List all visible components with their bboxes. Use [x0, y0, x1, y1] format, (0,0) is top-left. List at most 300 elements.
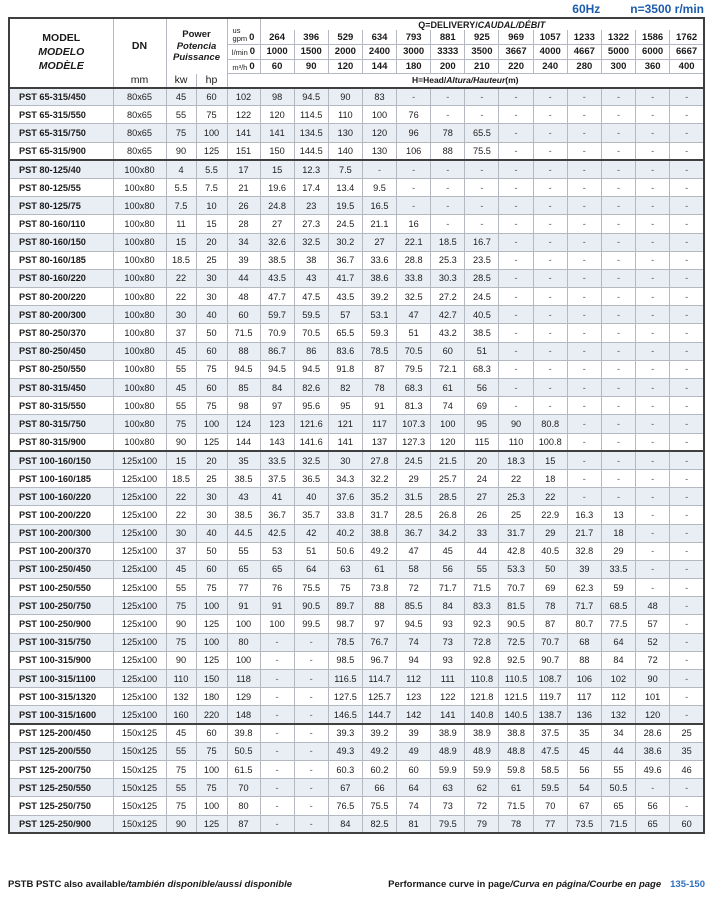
head-value-cell: 59 [601, 579, 635, 597]
head-value-cell: 138.7 [533, 706, 567, 724]
head-value-cell: 54 [567, 779, 601, 797]
head-value-cell: 30.3 [431, 269, 465, 287]
head-value-cell: - [636, 233, 670, 251]
lmin-value: 1500 [294, 45, 328, 60]
head-value-cell: 38.8 [499, 724, 533, 742]
head-value-cell: - [601, 215, 635, 233]
head-value-cell: 124 [227, 415, 260, 433]
kw-cell: 160 [166, 706, 196, 724]
head-value-cell: - [670, 197, 704, 215]
head-value-cell: 43 [294, 269, 328, 287]
hp-cell: 100 [196, 797, 227, 815]
head-value-cell: 130 [328, 124, 362, 142]
head-value-cell: 45 [567, 742, 601, 760]
head-value-cell: 32.5 [397, 288, 431, 306]
rotation-speed-label: n=3500 r/min [630, 2, 704, 16]
head-value-cell: - [601, 124, 635, 142]
head-value-cell: - [397, 197, 431, 215]
hp-cell: 100 [196, 124, 227, 142]
head-value-cell: - [499, 251, 533, 269]
head-value-cell: - [567, 415, 601, 433]
head-value-cell: 15 [260, 160, 294, 178]
head-value-cell: 35 [670, 742, 704, 760]
head-value-cell: 112 [397, 670, 431, 688]
head-value-cell: 18 [533, 469, 567, 487]
head-value-cell: 87 [362, 360, 396, 378]
kw-cell: 75 [166, 597, 196, 615]
head-value-cell: 143 [260, 433, 294, 451]
head-value-cell: 36.5 [294, 469, 328, 487]
head-value-cell: - [499, 160, 533, 178]
head-value-cell: 83 [362, 88, 396, 106]
head-value-cell: 22 [533, 488, 567, 506]
head-value-cell: 76.7 [362, 633, 396, 651]
head-value-cell: 36.7 [397, 524, 431, 542]
head-value-cell: 42.5 [260, 524, 294, 542]
head-value-cell: - [670, 615, 704, 633]
head-value-cell: 60 [670, 815, 704, 833]
head-value-cell: - [601, 160, 635, 178]
head-value-cell: 13 [601, 506, 635, 524]
head-value-cell: 50 [533, 560, 567, 578]
head-value-cell: 38.6 [636, 742, 670, 760]
head-value-cell: 31.7 [362, 506, 396, 524]
head-value-cell: 71.5 [227, 324, 260, 342]
head-value-cell: 71.7 [431, 579, 465, 597]
head-value-cell: 71.5 [499, 797, 533, 815]
head-value-cell: 24 [465, 469, 499, 487]
head-value-cell: - [601, 415, 635, 433]
lmin-unit-cell [227, 45, 260, 60]
head-value-cell: 61 [431, 379, 465, 397]
dn-cell: 100x80 [113, 251, 166, 269]
head-value-cell: 74 [397, 797, 431, 815]
kw-cell: 132 [166, 688, 196, 706]
head-value-cell: 76 [260, 579, 294, 597]
head-value-cell: 29 [533, 524, 567, 542]
head-value-cell: - [670, 469, 704, 487]
gpm-label: gpm [232, 34, 248, 44]
power-label-en: Power [182, 29, 211, 41]
head-value-cell: 25 [499, 506, 533, 524]
head-value-cell: 57 [328, 306, 362, 324]
head-value-cell: 70.5 [294, 324, 328, 342]
hp-cell: 60 [196, 342, 227, 360]
dn-cell: 125x100 [113, 651, 166, 669]
head-value-cell: - [499, 324, 533, 342]
head-value-cell: 150 [260, 142, 294, 160]
hp-cell: 25 [196, 251, 227, 269]
gpm-value: 1586 [636, 30, 670, 45]
table-row [9, 215, 704, 233]
head-value-cell: 118 [227, 670, 260, 688]
head-value-cell: 84 [431, 597, 465, 615]
m3h-value: 240 [533, 59, 567, 74]
hp-cell: 75 [196, 360, 227, 378]
head-value-cell: 106 [567, 670, 601, 688]
head-value-cell: 28.5 [465, 269, 499, 287]
head-value-cell: 61 [499, 779, 533, 797]
table-row [9, 560, 704, 578]
head-value-cell: 115 [465, 433, 499, 451]
hp-cell: 10 [196, 197, 227, 215]
head-value-cell: 23 [294, 197, 328, 215]
head-value-cell: 75 [328, 579, 362, 597]
dn-cell: 125x100 [113, 542, 166, 560]
head-value-cell: 79.5 [431, 815, 465, 833]
head-value-cell: 36.7 [260, 506, 294, 524]
table-row [9, 706, 704, 724]
kw-cell: 55 [166, 360, 196, 378]
head-value-cell: 95.6 [294, 397, 328, 415]
head-value-cell: 92.5 [499, 651, 533, 669]
model-cell: PST 100-315/900 [9, 651, 113, 669]
kw-cell: 37 [166, 324, 196, 342]
head-value-cell: 120 [636, 706, 670, 724]
head-value-cell: 110.8 [465, 670, 499, 688]
head-value-cell: - [636, 324, 670, 342]
head-value-cell: - [670, 670, 704, 688]
head-value-cell: 43.2 [431, 324, 465, 342]
head-value-cell: 21.7 [567, 524, 601, 542]
model-label-fr: MODÈLE [38, 59, 84, 72]
head-value-cell: 120 [362, 124, 396, 142]
head-value-cell: 141 [260, 124, 294, 142]
head-value-cell: - [670, 779, 704, 797]
table-row [9, 88, 704, 106]
head-value-cell: 78.5 [362, 342, 396, 360]
head-value-cell: 70 [227, 779, 260, 797]
kw-cell: 30 [166, 306, 196, 324]
model-cell: PST 80-160/110 [9, 215, 113, 233]
model-cell: PST 65-315/550 [9, 106, 113, 124]
dn-cell: 100x80 [113, 397, 166, 415]
head-value-cell: 70 [533, 797, 567, 815]
head-value-cell: - [567, 488, 601, 506]
head-value-cell: 35.7 [294, 506, 328, 524]
head-value-cell: 65 [636, 815, 670, 833]
head-value-cell: - [533, 88, 567, 106]
head-value-cell: 59.9 [465, 760, 499, 778]
head-value-cell: 96.7 [362, 651, 396, 669]
hp-cell: 150 [196, 670, 227, 688]
head-value-cell: - [601, 342, 635, 360]
head-value-cell: 37.5 [260, 469, 294, 487]
gpm-value: 1762 [670, 30, 704, 45]
head-value-cell: - [636, 106, 670, 124]
hp-cell: 5.5 [196, 160, 227, 178]
head-value-cell: - [499, 342, 533, 360]
head-value-cell: - [567, 251, 601, 269]
head-value-cell: 59.7 [260, 306, 294, 324]
head-value-cell: 91 [260, 597, 294, 615]
head-value-cell: - [601, 233, 635, 251]
head-value-cell: - [533, 379, 567, 397]
page-range-link[interactable]: 135-150 [670, 879, 705, 890]
table-row [9, 760, 704, 778]
kw-cell: 22 [166, 506, 196, 524]
hp-cell: 100 [196, 760, 227, 778]
head-value-cell: - [499, 379, 533, 397]
head-value-cell: - [601, 106, 635, 124]
model-cell: PST 80-160/185 [9, 251, 113, 269]
head-value-cell: 144.7 [362, 706, 396, 724]
head-value-cell: 86 [294, 342, 328, 360]
head-value-cell: - [601, 433, 635, 451]
head-value-cell: 68 [567, 633, 601, 651]
head-value-cell: 98.5 [328, 651, 362, 669]
head-value-cell: 111 [431, 670, 465, 688]
head-value-cell: 80 [227, 797, 260, 815]
head-value-cell: - [294, 706, 328, 724]
lmin-zero: 0 [249, 46, 256, 58]
head-value-cell: 20 [465, 451, 499, 469]
head-value-cell: - [499, 197, 533, 215]
head-value-cell: - [636, 160, 670, 178]
gpm-value: 925 [465, 30, 499, 45]
kw-cell: 75 [166, 124, 196, 142]
page-footer [8, 879, 705, 890]
head-value-cell: - [567, 324, 601, 342]
head-value-cell: 19.6 [260, 178, 294, 196]
dn-cell: 100x80 [113, 379, 166, 397]
head-value-cell: 137 [362, 433, 396, 451]
table-row [9, 269, 704, 287]
head-value-cell: 129 [227, 688, 260, 706]
head-value-cell: 15 [533, 451, 567, 469]
model-cell: PST 65-315/450 [9, 88, 113, 106]
head-value-cell: - [533, 233, 567, 251]
head-value-cell: 45 [431, 542, 465, 560]
model-cell: PST 125-200/750 [9, 760, 113, 778]
head-value-cell: 68.5 [601, 597, 635, 615]
head-value-cell: 64 [601, 633, 635, 651]
head-value-cell: 33.5 [260, 451, 294, 469]
head-value-cell: 93 [431, 615, 465, 633]
head-value-cell: 121 [328, 415, 362, 433]
lmin-value: 3333 [431, 45, 465, 60]
head-value-cell: - [636, 197, 670, 215]
m3h-value: 60 [260, 59, 294, 74]
head-value-cell: 71.7 [567, 597, 601, 615]
head-value-cell: - [601, 469, 635, 487]
head-value-cell: 28.5 [397, 506, 431, 524]
head-value-cell: 121.5 [499, 688, 533, 706]
head-value-cell: 71.5 [601, 815, 635, 833]
head-value-cell: 73 [431, 797, 465, 815]
head-value-cell: - [567, 360, 601, 378]
kw-cell: 18.5 [166, 469, 196, 487]
head-value-cell: - [670, 524, 704, 542]
dn-cell: 125x100 [113, 597, 166, 615]
kw-cell: 45 [166, 379, 196, 397]
hp-cell: 30 [196, 488, 227, 506]
dn-cell: 125x100 [113, 560, 166, 578]
head-value-cell: - [670, 451, 704, 469]
dn-cell: 100x80 [113, 433, 166, 451]
head-value-cell: 33.5 [601, 560, 635, 578]
head-value-cell: 84 [260, 379, 294, 397]
head-value-cell: 73.8 [362, 579, 396, 597]
hp-cell: 220 [196, 706, 227, 724]
dn-cell: 100x80 [113, 324, 166, 342]
hp-cell: 180 [196, 688, 227, 706]
head-value-cell: - [670, 797, 704, 815]
table-row [9, 451, 704, 469]
head-value-cell: - [601, 488, 635, 506]
gpm-value: 1057 [533, 30, 567, 45]
head-title: H=Head/Altura/Hauteur(m) [227, 74, 704, 88]
kw-cell: 22 [166, 269, 196, 287]
head-value-cell: 112 [601, 688, 635, 706]
model-cell: PST 100-160/150 [9, 451, 113, 469]
head-value-cell: 24.8 [260, 197, 294, 215]
model-cell: PST 100-315/1600 [9, 706, 113, 724]
head-value-cell: - [567, 197, 601, 215]
model-cell: PST 100-250/450 [9, 560, 113, 578]
head-value-cell: 50.5 [227, 742, 260, 760]
head-value-cell: - [670, 342, 704, 360]
head-value-cell: 90 [499, 415, 533, 433]
hp-cell: 40 [196, 524, 227, 542]
head-value-cell: 50.6 [328, 542, 362, 560]
dn-cell: 100x80 [113, 160, 166, 178]
head-value-cell: - [397, 88, 431, 106]
head-value-cell: - [636, 251, 670, 269]
head-value-cell: - [567, 306, 601, 324]
m3h-zero: 0 [249, 60, 255, 72]
table-row [9, 469, 704, 487]
head-value-cell: - [499, 233, 533, 251]
dn-cell: 80x65 [113, 124, 166, 142]
table-row [9, 742, 704, 760]
head-value-cell: 116.5 [328, 670, 362, 688]
head-value-cell: 148 [227, 706, 260, 724]
table-row [9, 106, 704, 124]
head-value-cell: 123 [397, 688, 431, 706]
head-value-cell: 100 [227, 651, 260, 669]
head-value-cell: - [362, 160, 396, 178]
head-value-cell: 73.5 [567, 815, 601, 833]
kw-cell: 55 [166, 106, 196, 124]
pump-performance-table [8, 17, 705, 834]
head-value-cell: - [601, 178, 635, 196]
head-value-cell: - [636, 415, 670, 433]
head-value-cell: 32.5 [294, 233, 328, 251]
table-row [9, 233, 704, 251]
head-value-cell: 34.3 [328, 469, 362, 487]
hp-cell: 60 [196, 379, 227, 397]
dn-cell: 100x80 [113, 215, 166, 233]
head-value-cell: 144.5 [294, 142, 328, 160]
head-value-cell: - [670, 688, 704, 706]
head-value-cell: - [670, 324, 704, 342]
hp-cell: 20 [196, 233, 227, 251]
head-value-cell: 38.9 [465, 724, 499, 742]
dn-cell: 125x100 [113, 706, 166, 724]
dn-cell: 125x100 [113, 524, 166, 542]
model-cell: PST 100-250/900 [9, 615, 113, 633]
head-value-cell: - [670, 379, 704, 397]
head-value-cell: - [294, 742, 328, 760]
table-row [9, 360, 704, 378]
head-value-cell: 30 [328, 451, 362, 469]
hp-header: hp [196, 74, 227, 88]
m3h-value: 360 [636, 59, 670, 74]
head-value-cell: - [601, 251, 635, 269]
head-value-cell: 33.8 [397, 269, 431, 287]
gpm-unit-cell [227, 18, 260, 45]
m3h-unit-cell [227, 59, 260, 74]
hp-cell: 40 [196, 306, 227, 324]
head-value-cell: 136 [567, 706, 601, 724]
head-value-cell: - [567, 88, 601, 106]
head-value-cell: 94 [397, 651, 431, 669]
head-value-cell: 25.3 [499, 488, 533, 506]
head-value-cell: 122 [431, 688, 465, 706]
head-value-cell: 26.8 [431, 506, 465, 524]
head-value-cell: - [499, 88, 533, 106]
head-value-cell: - [601, 324, 635, 342]
head-value-cell: 59.9 [431, 760, 465, 778]
model-cell: PST 80-200/300 [9, 306, 113, 324]
head-value-cell: 72 [397, 579, 431, 597]
dn-cell: 100x80 [113, 342, 166, 360]
model-cell: PST 100-200/370 [9, 542, 113, 560]
head-value-cell: 141 [328, 433, 362, 451]
head-value-cell: 21.1 [362, 215, 396, 233]
head-value-cell: 59.8 [499, 760, 533, 778]
head-value-cell: - [601, 288, 635, 306]
lmin-value: 2000 [328, 45, 362, 60]
head-value-cell: 65.5 [328, 324, 362, 342]
head-value-cell: 22.1 [397, 233, 431, 251]
head-value-cell: - [636, 88, 670, 106]
head-value-cell: - [636, 360, 670, 378]
head-value-cell: 36.7 [328, 251, 362, 269]
head-value-cell: 95 [465, 415, 499, 433]
head-value-cell: 62.3 [567, 579, 601, 597]
head-value-cell: - [636, 560, 670, 578]
m3h-value: 90 [294, 59, 328, 74]
head-value-cell: - [533, 142, 567, 160]
gpm-zero: 0 [249, 32, 255, 43]
head-value-cell: 69 [533, 579, 567, 597]
model-cell: PST 100-160/220 [9, 488, 113, 506]
head-value-cell: 28 [227, 215, 260, 233]
head-value-cell: 24.5 [397, 451, 431, 469]
head-value-cell: - [499, 124, 533, 142]
head-value-cell: - [636, 579, 670, 597]
head-value-cell: 47.7 [260, 288, 294, 306]
head-value-cell: 26 [227, 197, 260, 215]
head-value-cell: - [670, 433, 704, 451]
head-value-cell: - [294, 633, 328, 651]
kw-cell: 11 [166, 215, 196, 233]
dn-cell: 150x125 [113, 815, 166, 833]
head-value-cell: 82.5 [362, 815, 396, 833]
head-value-cell: 146.5 [328, 706, 362, 724]
head-value-cell: - [601, 451, 635, 469]
head-value-cell: 76.5 [328, 797, 362, 815]
hp-cell: 75 [196, 742, 227, 760]
head-value-cell: 114.7 [362, 670, 396, 688]
head-value-cell: - [260, 779, 294, 797]
head-value-cell: - [431, 197, 465, 215]
lmin-value: 4667 [567, 45, 601, 60]
head-value-cell: 100 [431, 415, 465, 433]
table-row [9, 724, 704, 742]
